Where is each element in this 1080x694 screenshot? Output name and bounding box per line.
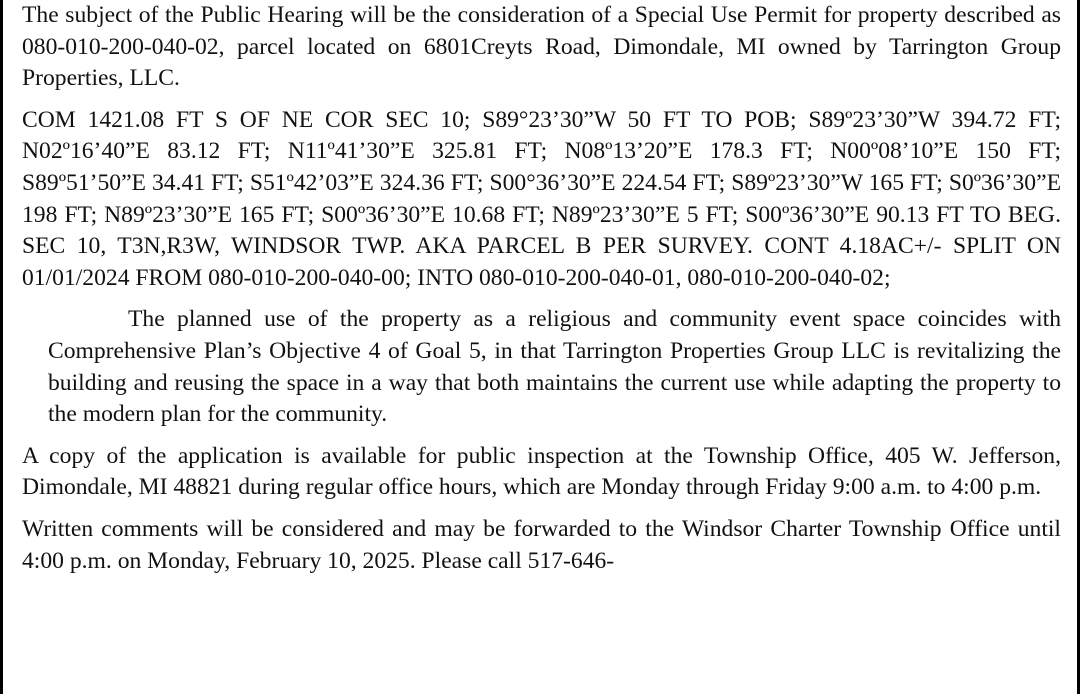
subject-paragraph: The subject of the Public Hearing will be the consideration of a Special Use Permit for property described as 080-010-200-040-02, parcel located on 6801Creyts Road, Dimondale, MI owned by Tarrington Group Properties, LLC. — [22, 2, 1061, 92]
written-comments-paragraph: Written comments will be considered and may be forwarded to the Windsor Charter Township Office until 4:00 p.m. on Monday, February 10, 2025. Please call 517-646- — [22, 515, 1061, 574]
application-copy-paragraph: A copy of the application is available for public inspection at the Township Office, 405 W. Jefferson, Dimondale, MI 48821 during regular office hours, which are Monday through Friday 9:00 a.m. to 4:00 p.m. — [22, 442, 1061, 501]
legal-description-paragraph: COM 1421.08 FT S OF NE COR SEC 10; S89°23’30”W 50 FT TO POB; S89º23’30”W 394.72 FT; N02º16’40”E 83.12 FT; N11º41’30”E 325.81 FT; N08º13’20”E 178.3 FT; N00º08’10”E 150 FT; S89º51’50”E 34.41 FT; S51º42’03”E 324.36 FT; S00°36’30”E 224.54 FT; S89º23’30”W 165 FT; S0º36’30”E 198 FT; N89º23’30”E 165 FT; S00º36’30”E 10.68 FT; N89º23’30”E 5 FT; S00º36’30”E 90.13 FT TO BEG. SEC 10, T3N,R3W, WINDSOR TWP. AKA PARCEL B PER SURVEY. CONT 4.18AC+/- SPLIT ON 01/01/2024 FROM 080-010-200-040-00; INTO 080-010-200-040-01, 080-010-200-040-02; — [22, 106, 1061, 291]
planned-use-paragraph: The planned use of the property as a religious and community event space coincides with Comprehensive Plan’s Objective 4 of Goal 5, in that Tarrington Properties Group LLC is revitalizing the building and reusing the space in a way that both maintains the current use while adapting the property to the modern plan for the community. — [48, 306, 1061, 428]
